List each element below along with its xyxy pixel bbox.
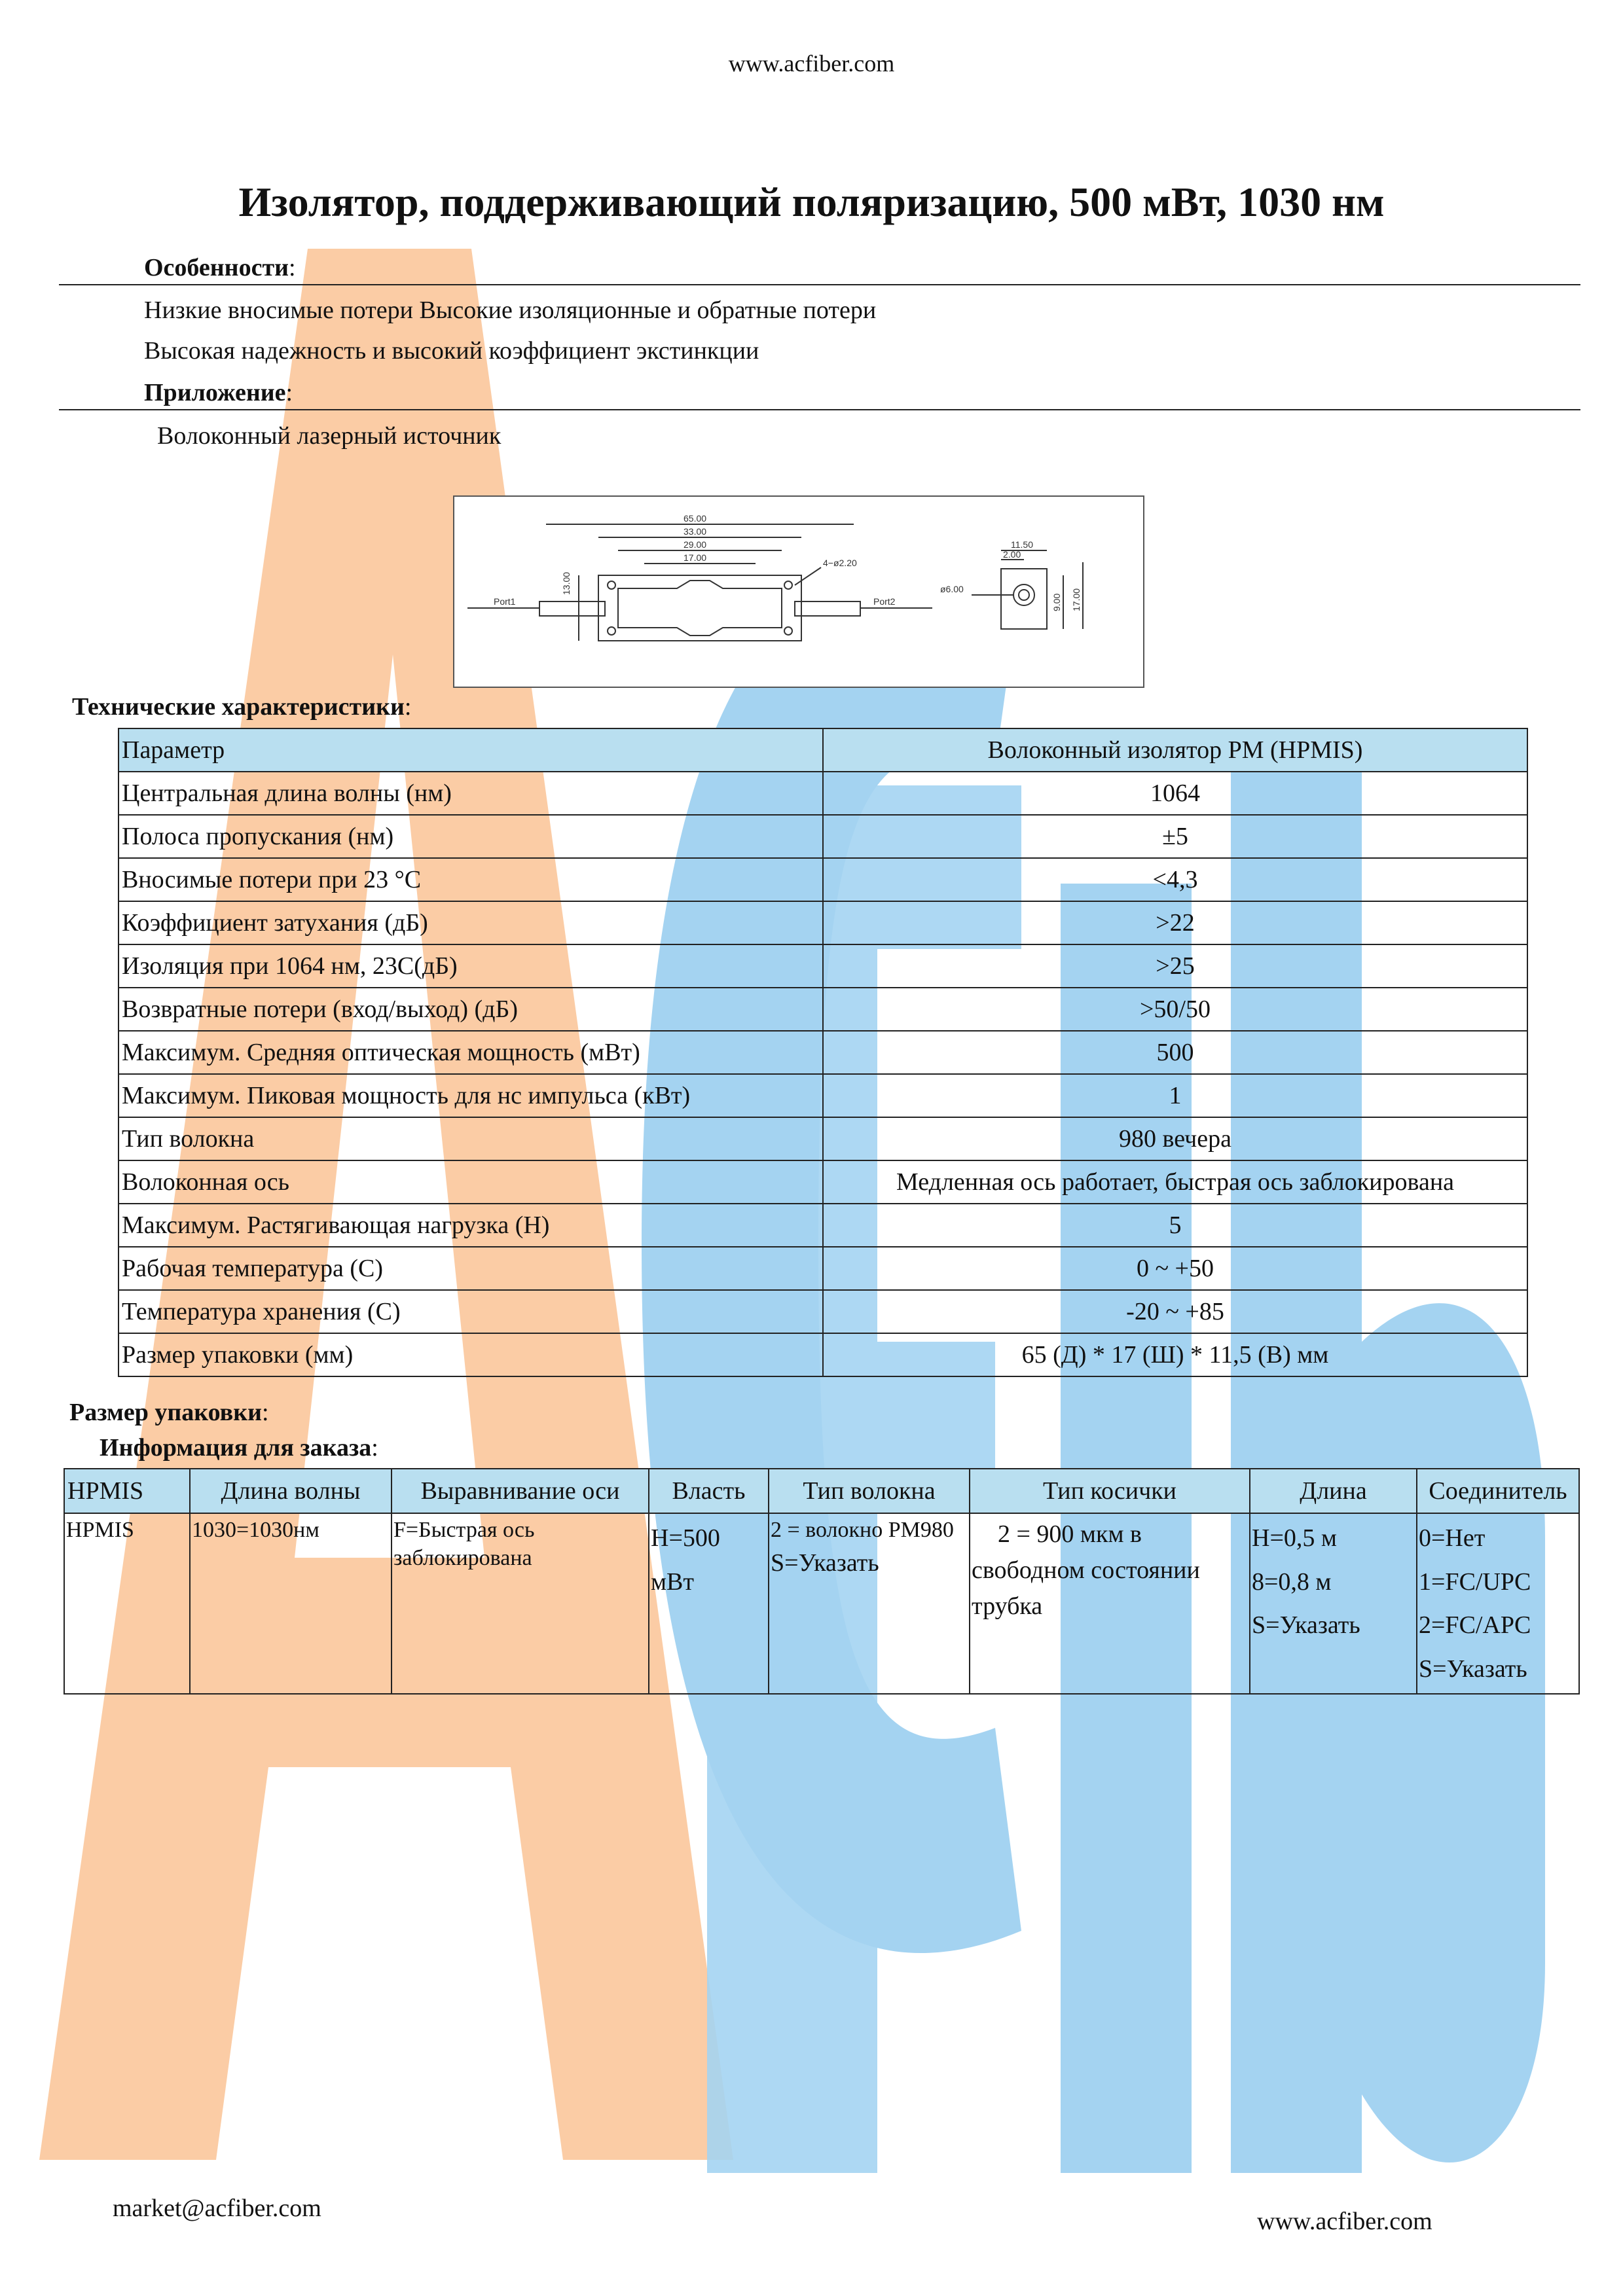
spec-value: ±5 bbox=[823, 815, 1527, 858]
ordering-power-value: H=500 bbox=[651, 1524, 720, 1552]
ordering-connector-option: 0=Нет bbox=[1419, 1524, 1486, 1552]
spec-param: Центральная длина волны (нм) bbox=[119, 772, 823, 815]
ordering-heading-colon: : bbox=[371, 1434, 378, 1462]
spec-param: Тип волокна bbox=[119, 1117, 823, 1160]
spec-value: 65 (Д) * 17 (Ш) * 11,5 (В) мм bbox=[823, 1333, 1527, 1376]
tube-right bbox=[795, 601, 860, 616]
table-row bbox=[119, 1204, 1527, 1247]
application-heading bbox=[144, 378, 293, 407]
mount-hole-4 bbox=[784, 627, 792, 635]
ordering-connector bbox=[1417, 1513, 1579, 1694]
spec-value: 500 bbox=[823, 1031, 1527, 1074]
ordering-length-option: S=Указать bbox=[1252, 1611, 1360, 1639]
application-heading-colon: : bbox=[285, 379, 293, 406]
spec-value: >25 bbox=[823, 944, 1527, 988]
dim-13: 13.00 bbox=[561, 571, 572, 595]
isolator-housing bbox=[618, 581, 782, 636]
table-row bbox=[119, 1074, 1527, 1117]
specs-header-row bbox=[119, 728, 1527, 772]
ordering-heading bbox=[100, 1433, 378, 1462]
ordering-connector-option: 2=FC/APC bbox=[1419, 1611, 1531, 1639]
dim-33: 33.00 bbox=[684, 526, 707, 537]
ordering-pigtail: 2 = 900 мкм в свободном состоянии трубка bbox=[970, 1513, 1250, 1694]
table-row bbox=[119, 1247, 1527, 1290]
table-row bbox=[119, 1160, 1527, 1204]
table-row bbox=[119, 1333, 1527, 1376]
isolator-body bbox=[598, 575, 801, 641]
application-heading-text: Приложение bbox=[144, 379, 286, 406]
table-row bbox=[119, 988, 1527, 1031]
dim-6: ø6.00 bbox=[940, 584, 964, 594]
ordering-length bbox=[1250, 1513, 1417, 1694]
spec-param: Коэффициент затухания (дБ) bbox=[119, 901, 823, 944]
end-view-port bbox=[1013, 584, 1034, 605]
ordering-length-option: 8=0,8 м bbox=[1252, 1568, 1332, 1596]
specs-header-value: Волоконный изолятор PM (HPMIS) bbox=[823, 728, 1527, 772]
ordering-wavelength: 1030=1030нм bbox=[190, 1513, 392, 1694]
ordering-heading-text: Информация для заказа bbox=[100, 1434, 372, 1462]
ordering-header-wavelength: Длина волны bbox=[190, 1469, 392, 1513]
mechanical-drawing-svg bbox=[454, 497, 1143, 687]
table-row bbox=[119, 772, 1527, 815]
table-row bbox=[119, 858, 1527, 901]
mechanical-drawing bbox=[453, 495, 1144, 688]
package-size-heading-colon: : bbox=[261, 1399, 269, 1426]
ordering-header-power: Власть bbox=[649, 1469, 769, 1513]
specs-header-param: Параметр bbox=[119, 728, 823, 772]
application-divider bbox=[59, 409, 1580, 410]
ordering-connector-option: S=Указать bbox=[1419, 1655, 1527, 1683]
table-row bbox=[119, 901, 1527, 944]
tube-left bbox=[539, 601, 605, 616]
ordering-header-axis: Выравнивание оси bbox=[392, 1469, 649, 1513]
dim-65: 65.00 bbox=[684, 513, 707, 524]
spec-param: Размер упаковки (мм) bbox=[119, 1333, 823, 1376]
application-item: Волоконный лазерный источник bbox=[157, 422, 501, 450]
dim-29: 29.00 bbox=[684, 539, 707, 550]
ordering-header-row bbox=[64, 1469, 1579, 1513]
features-heading-text: Особенности bbox=[144, 254, 289, 281]
ordering-connector-option: 1=FC/UPC bbox=[1419, 1568, 1531, 1596]
spec-param: Рабочая температура (С) bbox=[119, 1247, 823, 1290]
ordering-axis: F=Быстрая ось заблокирована bbox=[392, 1513, 649, 1694]
features-heading bbox=[144, 253, 296, 282]
dim-17b: 17.00 bbox=[1071, 588, 1082, 611]
table-row bbox=[119, 944, 1527, 988]
mount-hole-3 bbox=[608, 627, 615, 635]
page-title: Изолятор, поддерживающий поляризацию, 500 мВт, 1030 нм bbox=[238, 179, 1385, 225]
spec-value: >22 bbox=[823, 901, 1527, 944]
spec-value: 5 bbox=[823, 1204, 1527, 1247]
ordering-header-fiber: Тип волокна bbox=[769, 1469, 970, 1513]
spec-value: >50/50 bbox=[823, 988, 1527, 1031]
spec-value: 1 bbox=[823, 1074, 1527, 1117]
footer-email[interactable]: market@acfiber.com bbox=[113, 2195, 321, 2222]
ordering-header-model: HPMIS bbox=[64, 1469, 190, 1513]
ordering-length-option: H=0,5 м bbox=[1252, 1524, 1337, 1552]
spec-param: Максимум. Растягивающая нагрузка (Н) bbox=[119, 1204, 823, 1247]
dim-2: 2.00 bbox=[1003, 549, 1021, 560]
table-row bbox=[119, 1031, 1527, 1074]
ordering-header-length: Длина bbox=[1250, 1469, 1417, 1513]
mount-hole-2 bbox=[784, 581, 792, 589]
feature-item-2: Высокая надежность и высокий коэффициент экстинкции bbox=[144, 337, 759, 365]
header-url[interactable]: www.acfiber.com bbox=[728, 50, 895, 77]
dim-11-5: 11.50 bbox=[1011, 539, 1033, 550]
table-row bbox=[64, 1513, 1579, 1694]
end-view-port-inner bbox=[1019, 590, 1029, 600]
table-row bbox=[119, 1290, 1527, 1333]
spec-value: 0 ~ +50 bbox=[823, 1247, 1527, 1290]
spec-param: Вносимые потери при 23 °C bbox=[119, 858, 823, 901]
spec-value: 1064 bbox=[823, 772, 1527, 815]
spec-value: 980 вечера bbox=[823, 1117, 1527, 1160]
ordering-fiber-option: S=Указать bbox=[771, 1549, 879, 1577]
ordering-header-pigtail: Тип косички bbox=[970, 1469, 1250, 1513]
specs-heading bbox=[72, 692, 411, 721]
ordering-fiber bbox=[769, 1513, 970, 1694]
ordering-power-unit: мВт bbox=[651, 1568, 694, 1596]
ordering-header-connector: Соединитель bbox=[1417, 1469, 1579, 1513]
dim-17: 17.00 bbox=[684, 552, 707, 563]
spec-param: Изоляция при 1064 нм, 23С(дБ) bbox=[119, 944, 823, 988]
mount-hole-1 bbox=[608, 581, 615, 589]
spec-param: Волоконная ось bbox=[119, 1160, 823, 1204]
spec-param: Полоса пропускания (нм) bbox=[119, 815, 823, 858]
spec-param: Максимум. Пиковая мощность для нс импульса (кВт) bbox=[119, 1074, 823, 1117]
ordering-fiber-option: 2 = волокно PM980 bbox=[771, 1518, 954, 1542]
port1-label: Port1 bbox=[494, 596, 516, 607]
footer-url[interactable]: www.acfiber.com bbox=[1257, 2208, 1432, 2235]
dim-leader-hole bbox=[795, 567, 821, 585]
feature-item-1: Низкие вносимые потери Высокие изоляционные и обратные потери bbox=[144, 296, 877, 324]
spec-param: Температура хранения (С) bbox=[119, 1290, 823, 1333]
ordering-model: HPMIS bbox=[64, 1513, 190, 1694]
spec-param: Возвратные потери (вход/выход) (дБ) bbox=[119, 988, 823, 1031]
features-divider bbox=[59, 284, 1580, 285]
spec-value: <4,3 bbox=[823, 858, 1527, 901]
dim-hole: 4−ø2.20 bbox=[823, 558, 857, 568]
package-size-heading bbox=[69, 1398, 269, 1427]
end-view-body bbox=[1001, 569, 1047, 629]
table-row bbox=[119, 815, 1527, 858]
port2-label: Port2 bbox=[873, 596, 896, 607]
ordering-table bbox=[64, 1468, 1580, 1695]
ordering-power bbox=[649, 1513, 769, 1694]
spec-value: Медленная ось работает, быстрая ось заблокирована bbox=[823, 1160, 1527, 1204]
specs-table bbox=[118, 728, 1528, 1377]
spec-value: -20 ~ +85 bbox=[823, 1290, 1527, 1333]
table-row bbox=[119, 1117, 1527, 1160]
package-size-heading-text: Размер упаковки bbox=[69, 1399, 262, 1426]
spec-param: Максимум. Средняя оптическая мощность (мВт) bbox=[119, 1031, 823, 1074]
specs-heading-colon: : bbox=[404, 693, 412, 721]
dim-9: 9.00 bbox=[1051, 593, 1062, 611]
features-heading-colon: : bbox=[289, 254, 296, 281]
specs-heading-text: Технические характеристики bbox=[72, 693, 405, 721]
